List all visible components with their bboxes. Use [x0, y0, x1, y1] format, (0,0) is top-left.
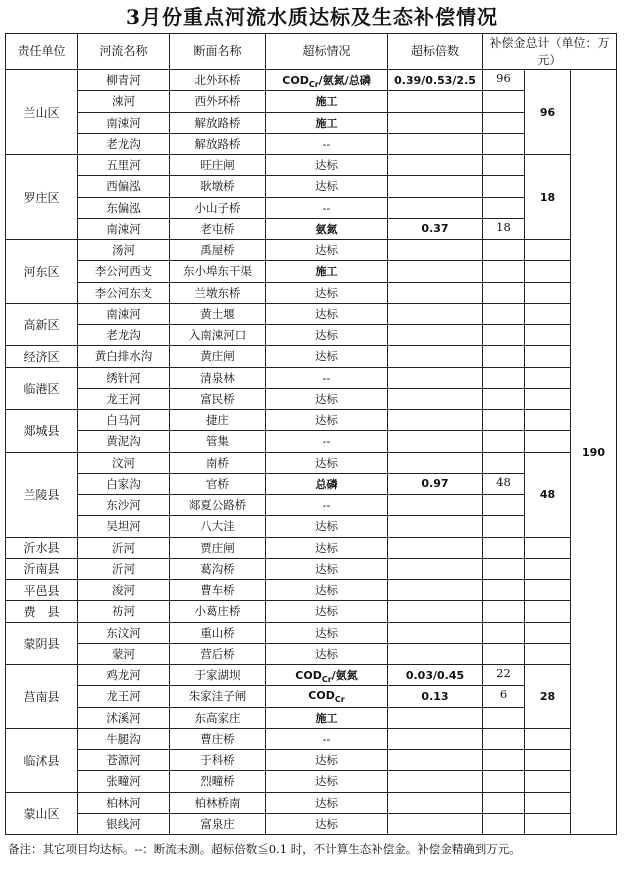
cell-times — [388, 133, 483, 154]
cell-times — [388, 197, 483, 218]
cell-status: 达标 — [266, 240, 388, 261]
cell-section: 曹庄桥 — [170, 728, 266, 749]
table-row — [6, 601, 617, 622]
cell-group-amount — [525, 771, 571, 792]
cell-sub-amount — [483, 537, 525, 558]
cell-status: 达标 — [266, 643, 388, 664]
cell-sub-amount — [483, 240, 525, 261]
cell-section: 八大洼 — [170, 516, 266, 537]
cell-unit: 临沭县 — [6, 728, 78, 792]
cell-river: 浚河 — [78, 580, 170, 601]
cell-sub-amount — [483, 580, 525, 601]
cell-river: 南涑河 — [78, 218, 170, 239]
cell-group-amount — [525, 303, 571, 324]
cell-sub-amount — [483, 325, 525, 346]
cell-section: 营后桥 — [170, 643, 266, 664]
cell-status: -- — [266, 431, 388, 452]
cell-section: 解放路桥 — [170, 133, 266, 154]
cell-unit: 经济区 — [6, 346, 78, 367]
cell-group-amount: 18 — [525, 155, 571, 240]
cell-sub-amount — [483, 792, 525, 813]
cell-times — [388, 303, 483, 324]
cell-status: 达标 — [266, 516, 388, 537]
table-header-row — [6, 34, 617, 70]
cell-unit: 平邑县 — [6, 580, 78, 601]
cell-sub-amount — [483, 622, 525, 643]
cell-times — [388, 367, 483, 388]
cell-section: 郯夏公路桥 — [170, 495, 266, 516]
table-row — [6, 665, 617, 686]
cell-times — [388, 176, 483, 197]
cell-sub-amount — [483, 410, 525, 431]
cell-group-amount: 48 — [525, 452, 571, 537]
cell-status: 达标 — [266, 282, 388, 303]
cell-times — [388, 580, 483, 601]
cell-sub-amount — [483, 155, 525, 176]
cell-group-amount — [525, 813, 571, 834]
cell-river: 东汶河 — [78, 622, 170, 643]
cell-section: 东高家庄 — [170, 707, 266, 728]
cell-river: 沂河 — [78, 558, 170, 579]
cell-times — [388, 452, 483, 473]
cell-status: 达标 — [266, 771, 388, 792]
cell-status: $COD_{Cr}/$氨氮/总磷 — [266, 70, 388, 91]
cell-status: 施工 — [266, 112, 388, 133]
cell-unit: 河东区 — [6, 240, 78, 304]
cell-section: 小葛庄桥 — [170, 601, 266, 622]
cell-group-amount — [525, 367, 571, 388]
cell-section: 于家湖坝 — [170, 665, 266, 686]
cell-unit: 莒南县 — [6, 665, 78, 729]
cell-group-amount — [525, 325, 571, 346]
cell-unit: 蒙阴县 — [6, 622, 78, 665]
table-row — [6, 622, 617, 643]
cell-unit: 郯城县 — [6, 410, 78, 453]
cell-river: 沭溪河 — [78, 707, 170, 728]
cell-group-amount: 28 — [525, 665, 571, 729]
table-row — [6, 580, 617, 601]
cell-status: -- — [266, 367, 388, 388]
cell-times — [388, 495, 483, 516]
cell-river: 白家沟 — [78, 473, 170, 494]
cell-river: 东偏泓 — [78, 197, 170, 218]
cell-river: 李公河东支 — [78, 282, 170, 303]
cell-river: 五里河 — [78, 155, 170, 176]
cell-group-amount — [525, 792, 571, 813]
cell-sub-amount — [483, 750, 525, 771]
cell-status: 达标 — [266, 176, 388, 197]
cell-sub-amount — [483, 388, 525, 409]
table-row — [6, 325, 617, 346]
cell-section: 于科桥 — [170, 750, 266, 771]
cell-times: 0.37 — [388, 218, 483, 239]
cell-river: 涑河 — [78, 91, 170, 112]
cell-status: 达标 — [266, 388, 388, 409]
cell-times: 0.39/0.53/2.5 — [388, 70, 483, 91]
cell-sub-amount: 48 — [483, 473, 525, 494]
cell-times — [388, 325, 483, 346]
cell-group-amount — [525, 261, 571, 282]
cell-times — [388, 771, 483, 792]
cell-section: 官桥 — [170, 473, 266, 494]
table-row — [6, 537, 617, 558]
cell-times — [388, 240, 483, 261]
cell-sub-amount — [483, 282, 525, 303]
cell-group-amount — [525, 601, 571, 622]
table-row — [6, 282, 617, 303]
cell-sub-amount — [483, 601, 525, 622]
cell-section: 富民桥 — [170, 388, 266, 409]
cell-section: 南桥 — [170, 452, 266, 473]
cell-river: 白马河 — [78, 410, 170, 431]
cell-unit: 兰山区 — [6, 70, 78, 155]
cell-group-amount — [525, 346, 571, 367]
cell-times — [388, 707, 483, 728]
cell-unit: 兰陵县 — [6, 452, 78, 537]
cell-river: 牛腿沟 — [78, 728, 170, 749]
cell-sub-amount — [483, 133, 525, 154]
cell-river: 李公河西支 — [78, 261, 170, 282]
cell-group-amount — [525, 282, 571, 303]
cell-status: $COD_{Cr}$ — [266, 686, 388, 707]
cell-unit: 蒙山区 — [6, 792, 78, 835]
cell-unit: 临港区 — [6, 367, 78, 410]
cell-group-amount — [525, 240, 571, 261]
cell-sub-amount — [483, 303, 525, 324]
cell-status: 氨氮 — [266, 218, 388, 239]
cell-times: 0.97 — [388, 473, 483, 494]
table-row — [6, 388, 617, 409]
table-row — [6, 558, 617, 579]
cell-section: 捷庄 — [170, 410, 266, 431]
cell-river: 鸡龙河 — [78, 665, 170, 686]
table-row — [6, 155, 617, 176]
cell-river: 柏林河 — [78, 792, 170, 813]
cell-times — [388, 261, 483, 282]
cell-status: 达标 — [266, 601, 388, 622]
cell-sub-amount — [483, 771, 525, 792]
cell-sub-amount — [483, 558, 525, 579]
cell-times — [388, 643, 483, 664]
cell-group-amount — [525, 431, 571, 452]
page-title: 3月份重点河流水质达标及生态补偿情况 — [126, 5, 498, 29]
cell-status: -- — [266, 133, 388, 154]
cell-section: 朱家洼子闸 — [170, 686, 266, 707]
cell-times — [388, 410, 483, 431]
table-row — [6, 431, 617, 452]
cell-river: 东沙河 — [78, 495, 170, 516]
cell-river: 汤河 — [78, 240, 170, 261]
table-row — [6, 792, 617, 813]
cell-status: 达标 — [266, 325, 388, 346]
cell-section: 禹屋桥 — [170, 240, 266, 261]
cell-group-amount — [525, 643, 571, 664]
cell-section: 贾庄闸 — [170, 537, 266, 558]
cell-sub-amount: 22 — [483, 665, 525, 686]
cell-unit: 沂水县 — [6, 537, 78, 558]
table-row — [6, 813, 617, 834]
cell-status: 总磷 — [266, 473, 388, 494]
cell-unit: 罗庄区 — [6, 155, 78, 240]
cell-times — [388, 282, 483, 303]
header-river: 河流名称 — [78, 34, 170, 70]
cell-section: 管集 — [170, 431, 266, 452]
table-row — [6, 643, 617, 664]
table-row — [6, 410, 617, 431]
cell-status: 达标 — [266, 537, 388, 558]
cell-sub-amount — [483, 813, 525, 834]
cell-status: 达标 — [266, 792, 388, 813]
header-compensation: 补偿金总计（单位：万元） — [483, 34, 617, 70]
footnote: 备注：其它项目均达标。--：断流未测。超标倍数≦0.1 时，不计算生态补偿金。补偿金精确到万元。 — [8, 842, 521, 856]
cell-status: -- — [266, 197, 388, 218]
cell-sub-amount — [483, 728, 525, 749]
cell-group-amount — [525, 622, 571, 643]
cell-sub-amount — [483, 452, 525, 473]
cell-group-amount — [525, 728, 571, 749]
cell-sub-amount — [483, 91, 525, 112]
cell-section: 重山桥 — [170, 622, 266, 643]
table-row — [6, 240, 617, 261]
cell-times — [388, 558, 483, 579]
header-unit: 责任单位 — [6, 34, 78, 70]
cell-section: 兰墩东桥 — [170, 282, 266, 303]
cell-sub-amount — [483, 495, 525, 516]
cell-status: 达标 — [266, 410, 388, 431]
cell-sub-amount — [483, 431, 525, 452]
cell-sub-amount: 6 — [483, 686, 525, 707]
cell-times — [388, 388, 483, 409]
cell-section: 烈疃桥 — [170, 771, 266, 792]
header-section: 断面名称 — [170, 34, 266, 70]
cell-section: 东小埠东干渠 — [170, 261, 266, 282]
cell-river: 蒙河 — [78, 643, 170, 664]
cell-status: 达标 — [266, 813, 388, 834]
cell-river: 龙王河 — [78, 388, 170, 409]
cell-status: 达标 — [266, 303, 388, 324]
cell-section: 柏林桥南 — [170, 792, 266, 813]
cell-section: 富泉庄 — [170, 813, 266, 834]
cell-times — [388, 516, 483, 537]
cell-group-amount — [525, 750, 571, 771]
table-row — [6, 70, 617, 91]
cell-status: -- — [266, 495, 388, 516]
table-row — [6, 303, 617, 324]
cell-section: 旺庄闸 — [170, 155, 266, 176]
cell-river: 祊河 — [78, 601, 170, 622]
cell-status: 达标 — [266, 346, 388, 367]
cell-sub-amount — [483, 112, 525, 133]
cell-sub-amount — [483, 176, 525, 197]
cell-river: 张疃河 — [78, 771, 170, 792]
cell-section: 清泉林 — [170, 367, 266, 388]
table-row — [6, 728, 617, 749]
cell-river: 苍源河 — [78, 750, 170, 771]
table-row — [6, 346, 617, 367]
cell-status: 达标 — [266, 622, 388, 643]
cell-status: 达标 — [266, 155, 388, 176]
cell-group-amount — [525, 580, 571, 601]
cell-river: 南涑河 — [78, 303, 170, 324]
table-row — [6, 771, 617, 792]
table-row — [6, 367, 617, 388]
cell-unit: 沂南县 — [6, 558, 78, 579]
cell-section: 老屯桥 — [170, 218, 266, 239]
cell-group-amount — [525, 388, 571, 409]
cell-times — [388, 112, 483, 133]
table-row — [6, 452, 617, 473]
cell-unit: 高新区 — [6, 303, 78, 346]
cell-section: 入南涑河口 — [170, 325, 266, 346]
cell-river: 老龙沟 — [78, 325, 170, 346]
cell-times — [388, 813, 483, 834]
cell-section: 小山子桥 — [170, 197, 266, 218]
cell-sub-amount — [483, 346, 525, 367]
cell-times — [388, 537, 483, 558]
cell-times — [388, 622, 483, 643]
cell-times: 0.03/0.45 — [388, 665, 483, 686]
cell-river: 老龙沟 — [78, 133, 170, 154]
cell-sub-amount — [483, 516, 525, 537]
cell-river: 沂河 — [78, 537, 170, 558]
cell-status: -- — [266, 728, 388, 749]
cell-section: 曹车桥 — [170, 580, 266, 601]
cell-river: 绣针河 — [78, 367, 170, 388]
header-times: 超标倍数 — [388, 34, 483, 70]
cell-times — [388, 91, 483, 112]
cell-times — [388, 728, 483, 749]
cell-sub-amount — [483, 261, 525, 282]
cell-river: 吴坦河 — [78, 516, 170, 537]
cell-status: 施工 — [266, 91, 388, 112]
cell-status: 达标 — [266, 452, 388, 473]
cell-times — [388, 601, 483, 622]
cell-river: 柳青河 — [78, 70, 170, 91]
cell-times — [388, 792, 483, 813]
cell-section: 黄庄闸 — [170, 346, 266, 367]
cell-section: 黄土堰 — [170, 303, 266, 324]
header-status: 超标情况 — [266, 34, 388, 70]
cell-group-amount — [525, 558, 571, 579]
cell-sub-amount — [483, 197, 525, 218]
cell-section: 北外环桥 — [170, 70, 266, 91]
cell-times — [388, 155, 483, 176]
cell-river: 西偏泓 — [78, 176, 170, 197]
cell-section: 解放路桥 — [170, 112, 266, 133]
cell-section: 葛沟桥 — [170, 558, 266, 579]
water-quality-table — [5, 33, 617, 835]
cell-group-amount — [525, 537, 571, 558]
cell-sub-amount — [483, 367, 525, 388]
cell-river: 汶河 — [78, 452, 170, 473]
cell-status: 施工 — [266, 707, 388, 728]
cell-river: 南涑河 — [78, 112, 170, 133]
cell-sub-amount: 18 — [483, 218, 525, 239]
cell-section: 耿墩桥 — [170, 176, 266, 197]
cell-sub-amount — [483, 707, 525, 728]
table-row — [6, 261, 617, 282]
cell-times — [388, 346, 483, 367]
table-row — [6, 750, 617, 771]
cell-river: 银线河 — [78, 813, 170, 834]
cell-status: 施工 — [266, 261, 388, 282]
cell-river: 黄白排水沟 — [78, 346, 170, 367]
cell-sub-amount: 96 — [483, 70, 525, 91]
cell-section: 西外环桥 — [170, 91, 266, 112]
cell-status: 达标 — [266, 558, 388, 579]
cell-group-amount: 96 — [525, 70, 571, 155]
cell-status: 达标 — [266, 750, 388, 771]
cell-status: 达标 — [266, 580, 388, 601]
cell-times: 0.13 — [388, 686, 483, 707]
cell-sub-amount — [483, 643, 525, 664]
cell-river: 黄泥沟 — [78, 431, 170, 452]
cell-status: $COD_{Cr}/$氨氮 — [266, 665, 388, 686]
cell-grand-total: 190 — [571, 70, 617, 835]
cell-river: 龙王河 — [78, 686, 170, 707]
cell-times — [388, 750, 483, 771]
cell-group-amount — [525, 410, 571, 431]
cell-times — [388, 431, 483, 452]
cell-unit: 费 县 — [6, 601, 78, 622]
